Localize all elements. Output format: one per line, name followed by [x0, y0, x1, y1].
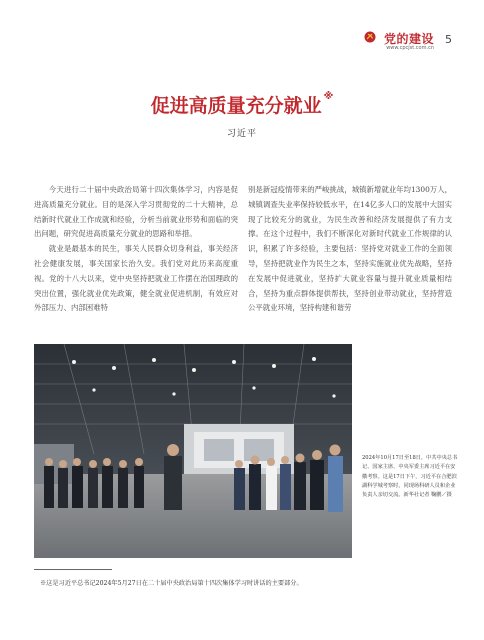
footnote: ※这是习近平总书记2024年5月27日在二十届中央政治局第十四次集体学习时讲话的主要部分。 — [40, 580, 303, 587]
paragraph: 今天进行二十届中央政治局第十四次集体学习，内容是促进高质量充分就业。目的是深入学习贯彻党的二十大精神，总结新时代就业工作成就和经验，分析当前就业形势和面临的突出问题，研究促进高质量充分就业的思路和举措。 — [34, 185, 238, 239]
photo-illustration — [34, 344, 352, 558]
paragraph: 别是新冠疫情带来的严峻挑战，城镇新增就业年均1300万人，城镇调查失业率保持较低水平，在14亿多人口的发展中大国实现了比较充分的就业，为民生改善和经济发展提供了有力支撑。在这个过程中，我们不断深化对新时代就业工作规律的认识，积累了许多经验，主要包括：坚持党对就业工作的全面领导，坚持把就业作为民生之本，坚持实施就业优先战略，坚持在发展中促进就业，坚持扩大就业容量与提升就业质量相结合，坚持为重点群体提供帮扶，坚持创业带动就业，坚持营造公平就业环境，坚持构建和谐劳 — [248, 185, 452, 313]
article-title — [0, 91, 484, 118]
title-footnote-mark: ※ — [323, 91, 334, 102]
left-column — [34, 183, 238, 316]
right-column — [248, 183, 452, 316]
page-number: 5 — [445, 33, 452, 46]
title-text: 促进高质量充分就业 — [150, 95, 322, 117]
party-emblem-icon — [364, 31, 376, 43]
magazine-brand: 党的建设 — [383, 32, 434, 46]
masthead — [328, 30, 468, 64]
footnote-divider — [34, 569, 112, 570]
paragraph: 就业是最基本的民生，事关人民群众切身利益，事关经济社会健康发展，事关国家长治久安。我们党对此历来高度重视。党的十八大以来，党中央坚持把就业工作摆在治国理政的突出位置，强化就业优先政策，健全就业促进机制，有效应对外部压力、内部困难特 — [34, 244, 238, 313]
website-url: www.cpcjst.com.cn — [386, 45, 434, 51]
photo-caption: 2024年10月17日至18日，中共中央总书记、国家主席、中央军委主席习近平在安徽考察。这是17日下午，习近平在合肥滨湖科学城考察时，同现场科研人员和企业负责人亲切交流。新华社记者 鞠鹏／摄 — [362, 455, 458, 499]
news-photo — [34, 344, 352, 558]
article-author: 习近平 — [226, 129, 257, 139]
